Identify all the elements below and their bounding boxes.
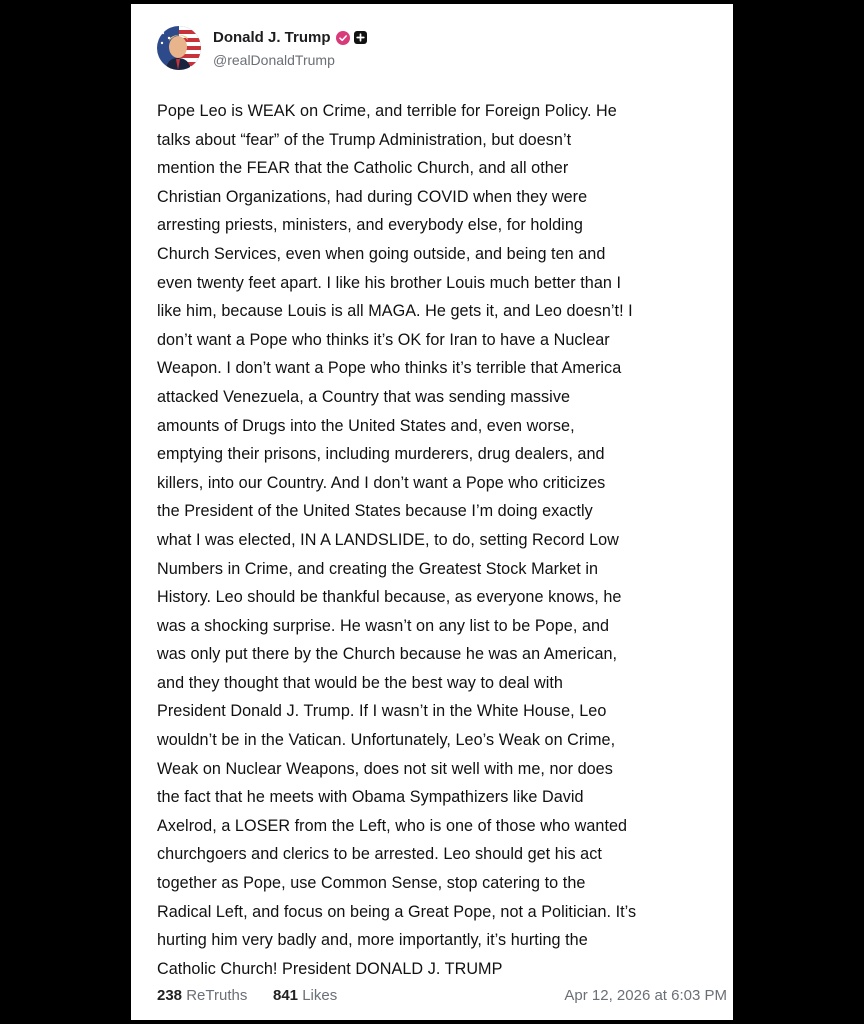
likes-stat[interactable] [273, 987, 337, 1004]
post-footer [157, 987, 727, 1009]
post-timestamp[interactable]: Apr 12, 2026 at 6:03 PM [564, 987, 727, 1004]
verified-badge-icon [336, 31, 350, 45]
post-card [131, 4, 733, 1020]
avatar[interactable] [157, 26, 201, 70]
likes-label: Likes [302, 987, 338, 1004]
author-handle[interactable]: @realDonaldTrump [213, 52, 335, 68]
post-body-text: Pope Leo is WEAK on Crime, and terrible for Foreign Policy. He talks about “fear” of the Trump Administration, but doesn’t mention the FEAR that the Catholic Church, and all other Christian Organizations, had during COVID when they were arresting priests, ministers, and everybody else, for holding Church Services, even when going outside, and being ten and even twenty feet apart. I like his brother Louis much better than I like him, because Louis is all MAGA. He gets it, and Leo doesn’t! I don’t want a Pope who thinks it’s OK for Iran to have a Nuclear Weapon. I don’t want a Pope who thinks it’s terrible that America attacked Venezuela, a Country that was sending massive amounts of Drugs into the United States and, even worse, emptying their prisons, including murderers, drug dealers, and killers, into our Country. And I don’t want a Pope who criticizes the President of the United States because I’m doing exactly what I was elected, IN A LANDSLIDE, to do, setting Record Low Numbers in Crime, and creating the Greatest Stock Market in History. Leo should be thankful because, as everyone knows, he was a shocking surprise. He wasn’t on any list to be Pope, and was only put there by the Church because he was an American, and they thought that would be the best way to deal with President Donald J. Trump. If I wasn’t in the White House, Leo wouldn’t be in the Vatican. Unfortunately, Leo’s Weak on Crime, Weak on Nuclear Weapons, does not sit well with me, nor does the fact that he meets with Obama Sympathizers like David Axelrod, a LOSER from the Left, who is one of those who wanted churchgoers and clerics to be arrested. Leo should get his act together as Pope, use Common Sense, stop catering to the Radical Left, and focus on being a Great Pope, not a Politician. It’s hurting him very badly and, more importantly, it’s hurting the Catholic Church! President DONALD J. TRUMP [157, 102, 637, 978]
post-header [157, 24, 717, 74]
avatar-portrait-flag-icon [157, 26, 201, 70]
retruths-stat[interactable] [157, 987, 247, 1004]
retruths-label: ReTruths [186, 987, 248, 1004]
likes-count: 841 [273, 987, 299, 1004]
plus-badge-icon [354, 31, 367, 44]
author-name-row [213, 29, 367, 46]
retruths-count: 238 [157, 987, 183, 1004]
author-name[interactable]: Donald J. Trump [213, 29, 331, 46]
